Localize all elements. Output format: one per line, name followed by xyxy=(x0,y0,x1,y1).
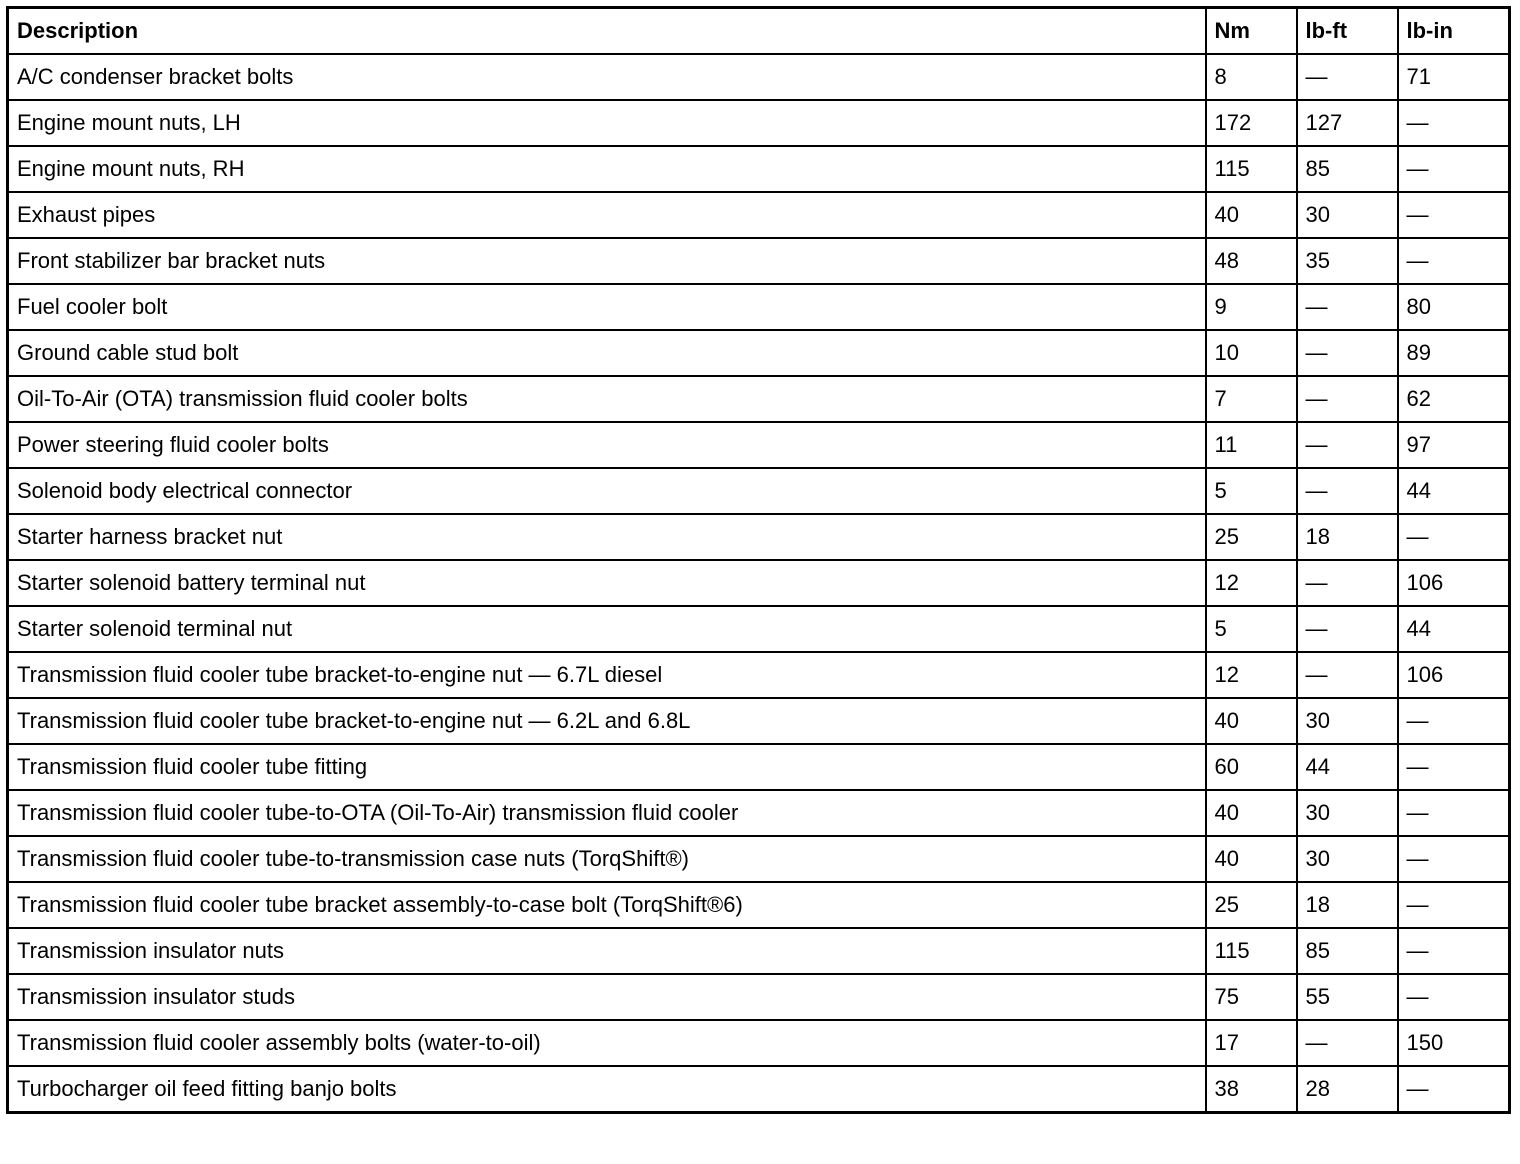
cell-lb-in: 44 xyxy=(1398,606,1510,652)
cell-lb-ft: — xyxy=(1297,330,1398,376)
cell-lb-ft: — xyxy=(1297,606,1398,652)
cell-description: Transmission fluid cooler tube fitting xyxy=(8,744,1206,790)
table-row xyxy=(8,100,1510,146)
cell-lb-ft: 127 xyxy=(1297,100,1398,146)
cell-lb-in: — xyxy=(1398,100,1510,146)
cell-lb-ft: 30 xyxy=(1297,836,1398,882)
table-row xyxy=(8,330,1510,376)
table-row xyxy=(8,974,1510,1020)
cell-nm: 40 xyxy=(1206,836,1297,882)
cell-lb-ft: — xyxy=(1297,422,1398,468)
cell-description: Transmission fluid cooler tube bracket assembly-to-case bolt (TorqShift®6) xyxy=(8,882,1206,928)
table-row xyxy=(8,560,1510,606)
cell-nm: 48 xyxy=(1206,238,1297,284)
header-row xyxy=(8,8,1510,55)
cell-lb-in: 62 xyxy=(1398,376,1510,422)
cell-nm: 12 xyxy=(1206,560,1297,606)
cell-description: Solenoid body electrical connector xyxy=(8,468,1206,514)
table-row xyxy=(8,790,1510,836)
cell-description: Power steering fluid cooler bolts xyxy=(8,422,1206,468)
cell-description: Transmission fluid cooler tube bracket-to-engine nut — 6.7L diesel xyxy=(8,652,1206,698)
cell-nm: 40 xyxy=(1206,790,1297,836)
cell-description: Engine mount nuts, LH xyxy=(8,100,1206,146)
table-row xyxy=(8,422,1510,468)
cell-nm: 75 xyxy=(1206,974,1297,1020)
table-row xyxy=(8,54,1510,100)
cell-lb-in: 150 xyxy=(1398,1020,1510,1066)
table-row xyxy=(8,698,1510,744)
cell-lb-in: 89 xyxy=(1398,330,1510,376)
cell-description: Fuel cooler bolt xyxy=(8,284,1206,330)
cell-lb-ft: 85 xyxy=(1297,146,1398,192)
cell-description: Transmission fluid cooler tube-to-transmission case nuts (TorqShift®) xyxy=(8,836,1206,882)
cell-nm: 40 xyxy=(1206,698,1297,744)
cell-description: Transmission fluid cooler tube bracket-to-engine nut — 6.2L and 6.8L xyxy=(8,698,1206,744)
cell-lb-in: — xyxy=(1398,698,1510,744)
cell-nm: 25 xyxy=(1206,514,1297,560)
cell-lb-ft: 30 xyxy=(1297,790,1398,836)
cell-lb-ft: 30 xyxy=(1297,192,1398,238)
cell-lb-in: — xyxy=(1398,790,1510,836)
cell-lb-ft: — xyxy=(1297,560,1398,606)
cell-lb-in: 44 xyxy=(1398,468,1510,514)
table-row xyxy=(8,928,1510,974)
cell-nm: 5 xyxy=(1206,468,1297,514)
cell-description: Turbocharger oil feed fitting banjo bolts xyxy=(8,1066,1206,1113)
cell-lb-ft: 55 xyxy=(1297,974,1398,1020)
cell-lb-in: — xyxy=(1398,146,1510,192)
cell-lb-ft: — xyxy=(1297,54,1398,100)
cell-description: Transmission fluid cooler assembly bolts (water-to-oil) xyxy=(8,1020,1206,1066)
cell-description: Ground cable stud bolt xyxy=(8,330,1206,376)
cell-description: Transmission insulator nuts xyxy=(8,928,1206,974)
torque-specification-table xyxy=(6,6,1511,1114)
cell-nm: 8 xyxy=(1206,54,1297,100)
column-header-nm: Nm xyxy=(1206,8,1297,55)
cell-nm: 115 xyxy=(1206,928,1297,974)
table-row xyxy=(8,1066,1510,1113)
cell-lb-in: — xyxy=(1398,836,1510,882)
cell-lb-in: — xyxy=(1398,974,1510,1020)
cell-lb-in: — xyxy=(1398,928,1510,974)
cell-nm: 5 xyxy=(1206,606,1297,652)
cell-description: Starter solenoid battery terminal nut xyxy=(8,560,1206,606)
cell-description: Transmission insulator studs xyxy=(8,974,1206,1020)
cell-lb-in: 80 xyxy=(1398,284,1510,330)
column-header-description: Description xyxy=(8,8,1206,55)
cell-nm: 9 xyxy=(1206,284,1297,330)
cell-description: Starter harness bracket nut xyxy=(8,514,1206,560)
cell-lb-ft: — xyxy=(1297,1020,1398,1066)
cell-lb-in: 106 xyxy=(1398,652,1510,698)
cell-nm: 10 xyxy=(1206,330,1297,376)
cell-description: Front stabilizer bar bracket nuts xyxy=(8,238,1206,284)
cell-lb-ft: 44 xyxy=(1297,744,1398,790)
cell-lb-in: — xyxy=(1398,514,1510,560)
table-row xyxy=(8,744,1510,790)
table-row xyxy=(8,882,1510,928)
cell-description: Starter solenoid terminal nut xyxy=(8,606,1206,652)
cell-lb-in: 106 xyxy=(1398,560,1510,606)
cell-nm: 11 xyxy=(1206,422,1297,468)
cell-lb-in: 97 xyxy=(1398,422,1510,468)
cell-nm: 7 xyxy=(1206,376,1297,422)
table-body xyxy=(8,54,1510,1113)
table-row xyxy=(8,836,1510,882)
column-header-lb-in: lb-in xyxy=(1398,8,1510,55)
cell-lb-ft: — xyxy=(1297,468,1398,514)
cell-lb-in: 71 xyxy=(1398,54,1510,100)
cell-nm: 25 xyxy=(1206,882,1297,928)
table-row xyxy=(8,376,1510,422)
cell-lb-ft: — xyxy=(1297,652,1398,698)
cell-nm: 115 xyxy=(1206,146,1297,192)
cell-nm: 40 xyxy=(1206,192,1297,238)
table-row xyxy=(8,146,1510,192)
cell-lb-in: — xyxy=(1398,882,1510,928)
table-row xyxy=(8,238,1510,284)
cell-description: A/C condenser bracket bolts xyxy=(8,54,1206,100)
table-row xyxy=(8,284,1510,330)
cell-lb-ft: 18 xyxy=(1297,514,1398,560)
table-row xyxy=(8,606,1510,652)
cell-description: Exhaust pipes xyxy=(8,192,1206,238)
cell-lb-ft: 30 xyxy=(1297,698,1398,744)
cell-description: Transmission fluid cooler tube-to-OTA (Oil-To-Air) transmission fluid cooler xyxy=(8,790,1206,836)
table-row xyxy=(8,1020,1510,1066)
cell-nm: 172 xyxy=(1206,100,1297,146)
cell-lb-in: — xyxy=(1398,1066,1510,1113)
cell-nm: 12 xyxy=(1206,652,1297,698)
cell-description: Engine mount nuts, RH xyxy=(8,146,1206,192)
cell-lb-in: — xyxy=(1398,744,1510,790)
table-row xyxy=(8,192,1510,238)
cell-description: Oil-To-Air (OTA) transmission fluid cooler bolts xyxy=(8,376,1206,422)
cell-nm: 17 xyxy=(1206,1020,1297,1066)
cell-lb-ft: 35 xyxy=(1297,238,1398,284)
column-header-lb-ft: lb-ft xyxy=(1297,8,1398,55)
cell-lb-in: — xyxy=(1398,192,1510,238)
table-row xyxy=(8,514,1510,560)
cell-lb-in: — xyxy=(1398,238,1510,284)
table-row xyxy=(8,652,1510,698)
cell-lb-ft: — xyxy=(1297,376,1398,422)
cell-nm: 38 xyxy=(1206,1066,1297,1113)
cell-lb-ft: 28 xyxy=(1297,1066,1398,1113)
cell-nm: 60 xyxy=(1206,744,1297,790)
cell-lb-ft: 18 xyxy=(1297,882,1398,928)
cell-lb-ft: — xyxy=(1297,284,1398,330)
table-row xyxy=(8,468,1510,514)
cell-lb-ft: 85 xyxy=(1297,928,1398,974)
